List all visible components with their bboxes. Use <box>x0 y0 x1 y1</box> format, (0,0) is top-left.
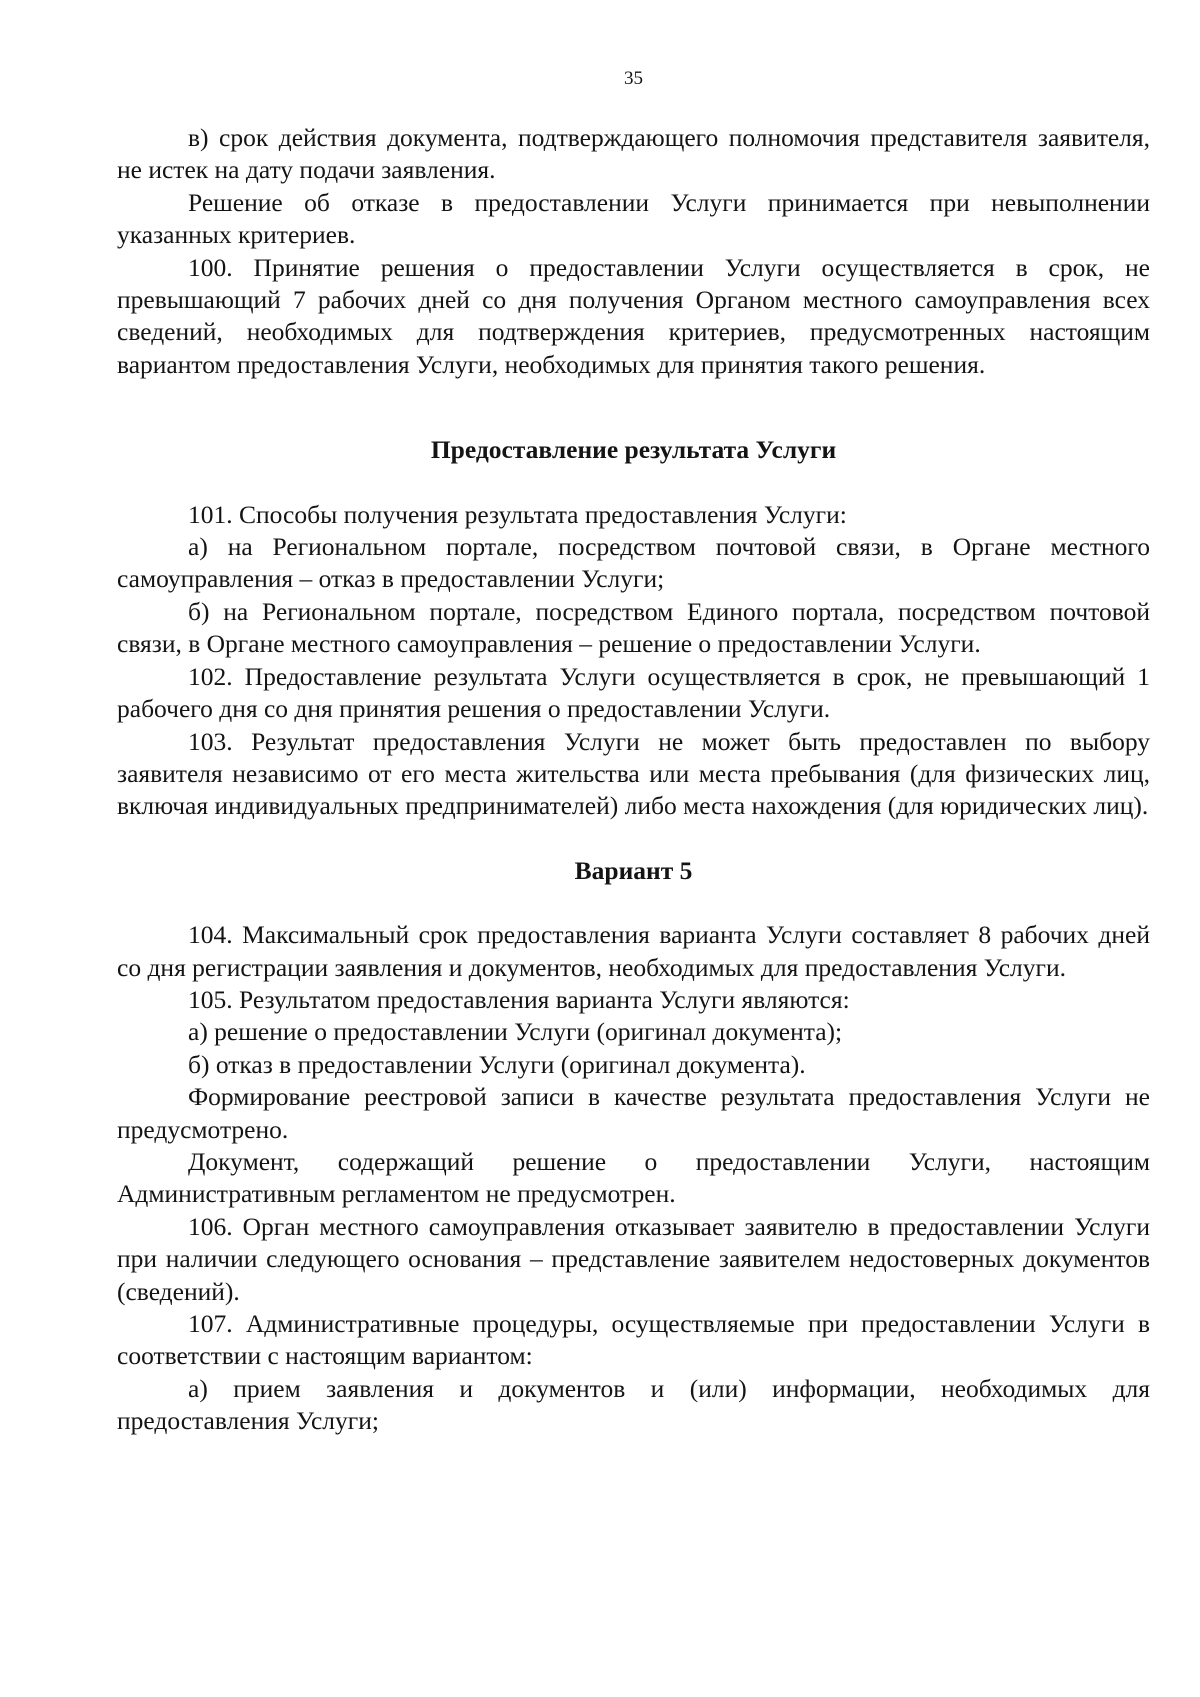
paragraph-100: 100. Принятие решения о предоставлении Услуги осуществляется в срок, не превышающий 7 рабочих дней со дня получения Органом местного самоуправления всех сведений, необходимых для подтверждения критериев, предусмотренных настоящим вариантом предоставления Услуги, необходимых для принятия такого решения. <box>117 252 1150 379</box>
page-number: 35 <box>624 68 643 89</box>
paragraph-105-a: а) решение о предоставлении Услуги (оригинал документа); <box>188 1017 843 1047</box>
paragraph-105: 105. Результатом предоставления варианта Услуги являются: <box>188 984 850 1014</box>
paragraph-107: 107. Административные процедуры, осуществляемые при предоставлении Услуги в соответствии с настоящим вариантом: <box>117 1309 1150 1371</box>
paragraph-registry-record: Формирование реестровой записи в качестве результата предоставления Услуги не предусмотрено. <box>117 1082 1150 1144</box>
paragraph-refusal-decision: Решение об отказе в предоставлении Услуги принимается при невыполнении указанных критериев. <box>117 187 1150 250</box>
paragraph-101-b: б) на Региональном портале, посредством Единого портала, посредством почтовой связи, в Органе местного самоуправления – решение о предоставлении Услуги. <box>117 596 1150 659</box>
section-heading-result-provision: Предоставление результата Услуги <box>430 435 837 465</box>
paragraph-item-v-validity: в) срок действия документа, подтверждающего полномочия представителя заявителя, не истек на дату подачи заявления. <box>117 123 1150 185</box>
paragraph-101: 101. Способы получения результата предоставления Услуги: <box>188 499 847 529</box>
section-heading-variant-5: Вариант 5 <box>574 855 693 885</box>
paragraph-107-a: а) прием заявления и документов и (или) информации, необходимых для предоставления Услуги; <box>117 1373 1150 1436</box>
paragraph-decision-document: Документ, содержащий решение о предоставлении Услуги, настоящим Административным регламентом не предусмотрен. <box>117 1146 1150 1209</box>
paragraph-106: 106. Орган местного самоуправления отказывает заявителю в предоставлении Услуги при наличии следующего основания – представление заявителем недостоверных документов (сведений). <box>117 1211 1150 1306</box>
paragraph-104: 104. Максимальный срок предоставления варианта Услуги составляет 8 рабочих дней со дня регистрации заявления и документов, необходимых для предоставления Услуги. <box>117 920 1150 982</box>
paragraph-101-a: а) на Региональном портале, посредством почтовой связи, в Органе местного самоуправления – отказ в предоставлении Услуги; <box>117 532 1150 594</box>
paragraph-103: 103. Результат предоставления Услуги не может быть предоставлен по выбору заявителя независимо от его места жительства или места пребывания (для физических лиц, включая индивидуальных предпринимателей) либо места нахождения (для юридических лиц). <box>117 726 1150 821</box>
paragraph-105-b: б) отказ в предоставлении Услуги (оригинал документа). <box>188 1049 806 1079</box>
paragraph-102: 102. Предоставление результата Услуги осуществляется в срок, не превышающий 1 рабочего дня со дня принятия решения о предоставлении Услуги. <box>117 661 1150 724</box>
